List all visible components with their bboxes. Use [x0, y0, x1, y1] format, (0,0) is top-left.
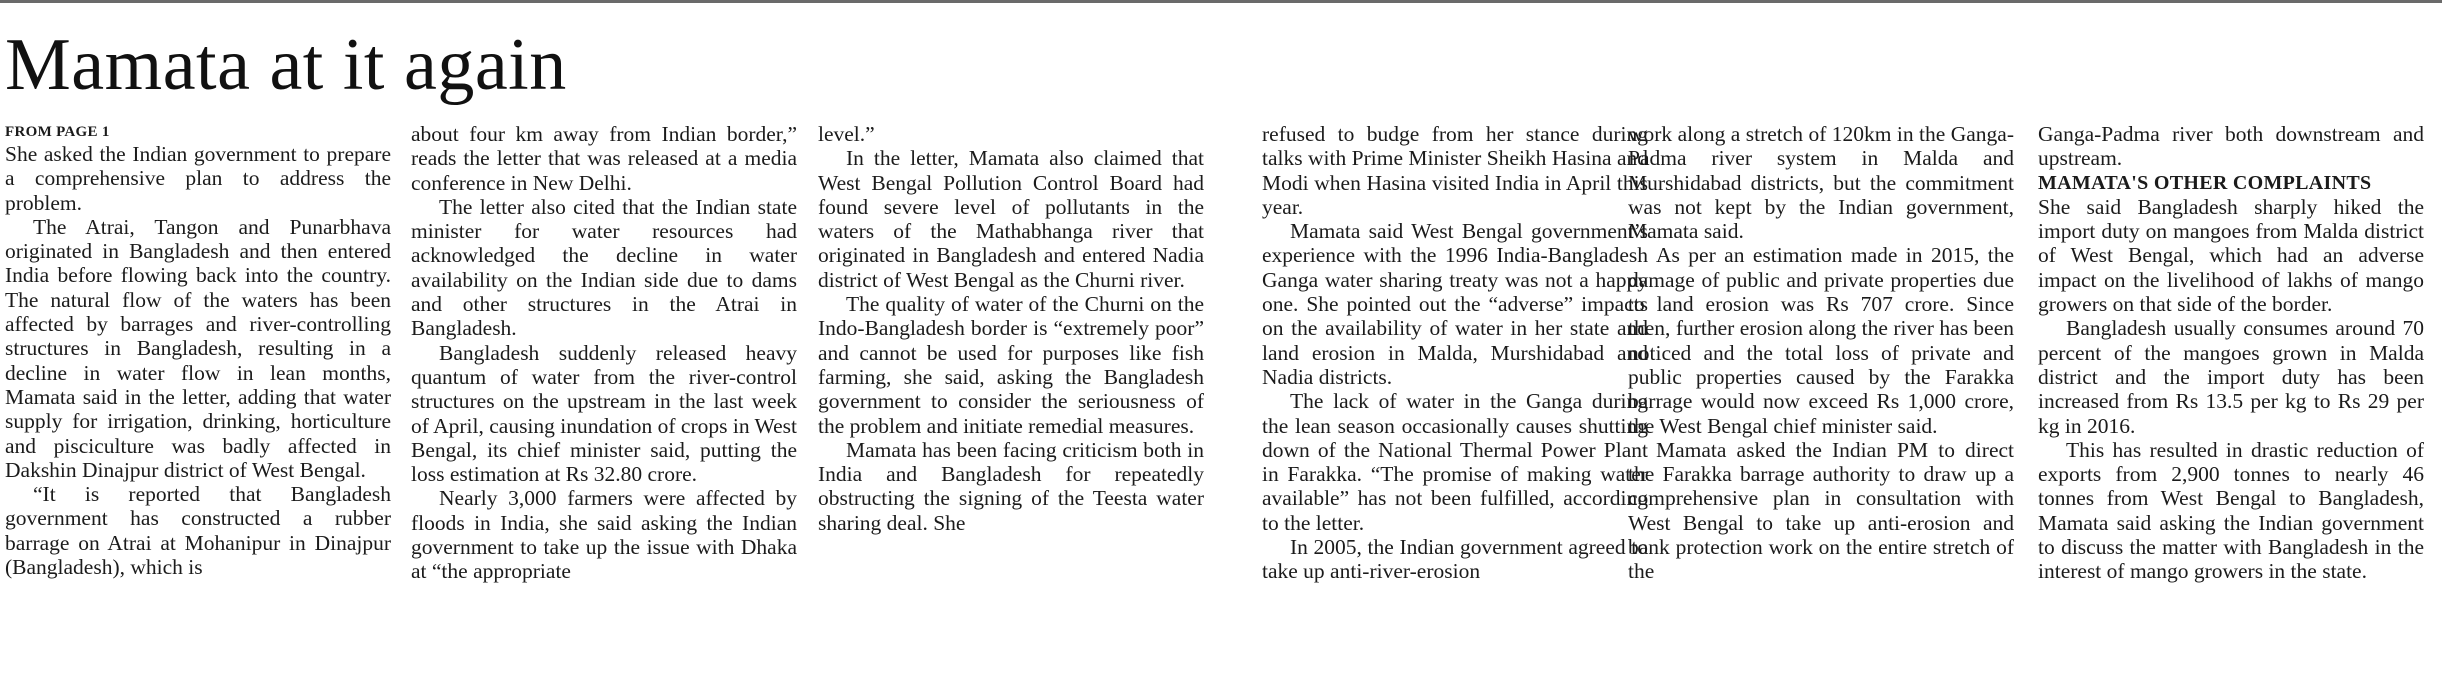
paragraph: level.” — [818, 122, 875, 146]
paragraph: She said Bangladesh sharply hiked the import duty on mangoes from Malda district of West Bengal, which had an adverse impact on the livelihood of lakhs of mango growers on that side of the border. — [2038, 194, 2424, 317]
paragraph: Mamata said West Bengal government’s experience with the 1996 India-Bangladesh Ganga water sharing treaty was not a happy one. She pointed out the “adverse” impacts on the availability of water in her state and land erosion in Malda, Murshidabad and Nadia districts. — [1262, 219, 1648, 389]
article-column-6 — [2038, 122, 2424, 678]
kicker-from-page: FROM PAGE 1 — [5, 124, 110, 140]
paragraph: She asked the Indian government to prepare a comprehensive plan to address the problem. — [5, 142, 391, 215]
paragraph: work along a stretch of 120km in the Ganga-Padma river system in Malda and Murshidabad districts, but the commitment was not kept by the Indian government, Mamata said. — [1628, 122, 2014, 244]
paragraph: The letter also cited that the Indian state minister for water resources had acknowledged the decline in water availability on the Indian side due to dams and other structures in the Atrai in Bangladesh. — [411, 194, 797, 341]
paragraph: Bangladesh usually consumes around 70 percent of the mangoes grown in Malda district and the import duty has been increased from Rs 13.5 per kg to Rs 29 per kg in 2016. — [2038, 316, 2424, 438]
paragraph: “It is reported that Bangladesh government has constructed a rubber barrage on Atrai at Mohanipur in Dinajpur (Bangladesh), which is — [5, 482, 391, 580]
paragraph: Nearly 3,000 farmers were affected by floods in India, she said asking the Indian government to take up the issue with Dhaka at “the appropriate — [411, 486, 797, 584]
paragraph: refused to budge from her stance during talks with Prime Minister Sheikh Hasina and Modi when Hasina visited India in April this year. — [1262, 122, 1648, 219]
subhead-other-complaints: MAMATA'S OTHER COMPLAINTS — [2038, 171, 2372, 194]
paragraph: This has resulted in drastic reduction of exports from 2,900 tonnes to nearly 46 tonnes from West Bengal to Bangladesh, Mamata said asking the Indian government to discuss the matter with Bangladesh in the interest of mango growers in the state. — [2038, 437, 2424, 584]
paragraph: The lack of water in the Ganga during the lean season occasionally causes shutting down of the National Thermal Power Plant in Farakka. “The promise of making water available” has not been fulfilled, according to the letter. — [1262, 389, 1648, 535]
article-column-1 — [5, 122, 391, 678]
article-column-4 — [1262, 122, 1648, 678]
headline: Mamata at it again — [5, 24, 567, 106]
paragraph: As per an estimation made in 2015, the damage of public and private properties due to land erosion was Rs 707 crore. Since then, further erosion along the river has been noticed and the total loss of private and public properties caused by the Farakka barrage would now exceed Rs 1,000 crore, the West Bengal chief minister said. — [1628, 243, 2014, 438]
paragraph: In the letter, Mamata also claimed that West Bengal Pollution Control Board had found severe level of pollutants in the waters of the Mathabhanga river that originated in Bangladesh and entered Nadia district of West Bengal as the Churni river. — [818, 146, 1204, 292]
paragraph: Mamata has been facing criticism both in India and Bangladesh for repeatedly obstructing the signing of the Teesta water sharing deal. She — [818, 437, 1204, 535]
paragraph: The quality of water of the Churni on the Indo-Bangladesh border is “extremely poor” and cannot be used for purposes like fish farming, she said, asking the Bangladesh government to consider the seriousness of the problem and initiate remedial measures. — [818, 292, 1204, 438]
paragraph: The Atrai, Tangon and Punarbhava originated in Bangladesh and then entered India before flowing back into the country. The natural flow of the waters has been affected by barrages and river-controlling structures in Bangladesh, resulting in a decline in water flow in lean months, Mamata said in the letter, adding that water supply for irrigation, drinking, horticulture and pisciculture was badly affected in Dakshin Dinajpur district of West Bengal. — [5, 214, 391, 482]
article-column-2 — [411, 122, 797, 678]
paragraph: Bangladesh suddenly released heavy quantum of water from the river-control structures on the upstream in the last week of April, causing inundation of crops in West Bengal, its chief minister said, putting the loss estimation at Rs 32.80 crore. — [411, 340, 797, 487]
paragraph: In 2005, the Indian government agreed to take up anti-river-erosion — [1262, 535, 1648, 584]
paragraph: Mamata asked the Indian PM to direct the Farakka barrage authority to draw up a comprehensive plan in consultation with West Bengal to take up anti-erosion and bank protection work on the entire stretch of the — [1628, 437, 2014, 584]
paragraph: about four km away from Indian border,” reads the letter that was released at a media conference in New Delhi. — [411, 122, 797, 195]
article-column-5 — [1628, 122, 2014, 678]
paragraph: Ganga-Padma river both downstream and upstream. — [2038, 122, 2424, 171]
top-rule — [0, 0, 2442, 3]
article-column-3 — [818, 122, 1204, 678]
